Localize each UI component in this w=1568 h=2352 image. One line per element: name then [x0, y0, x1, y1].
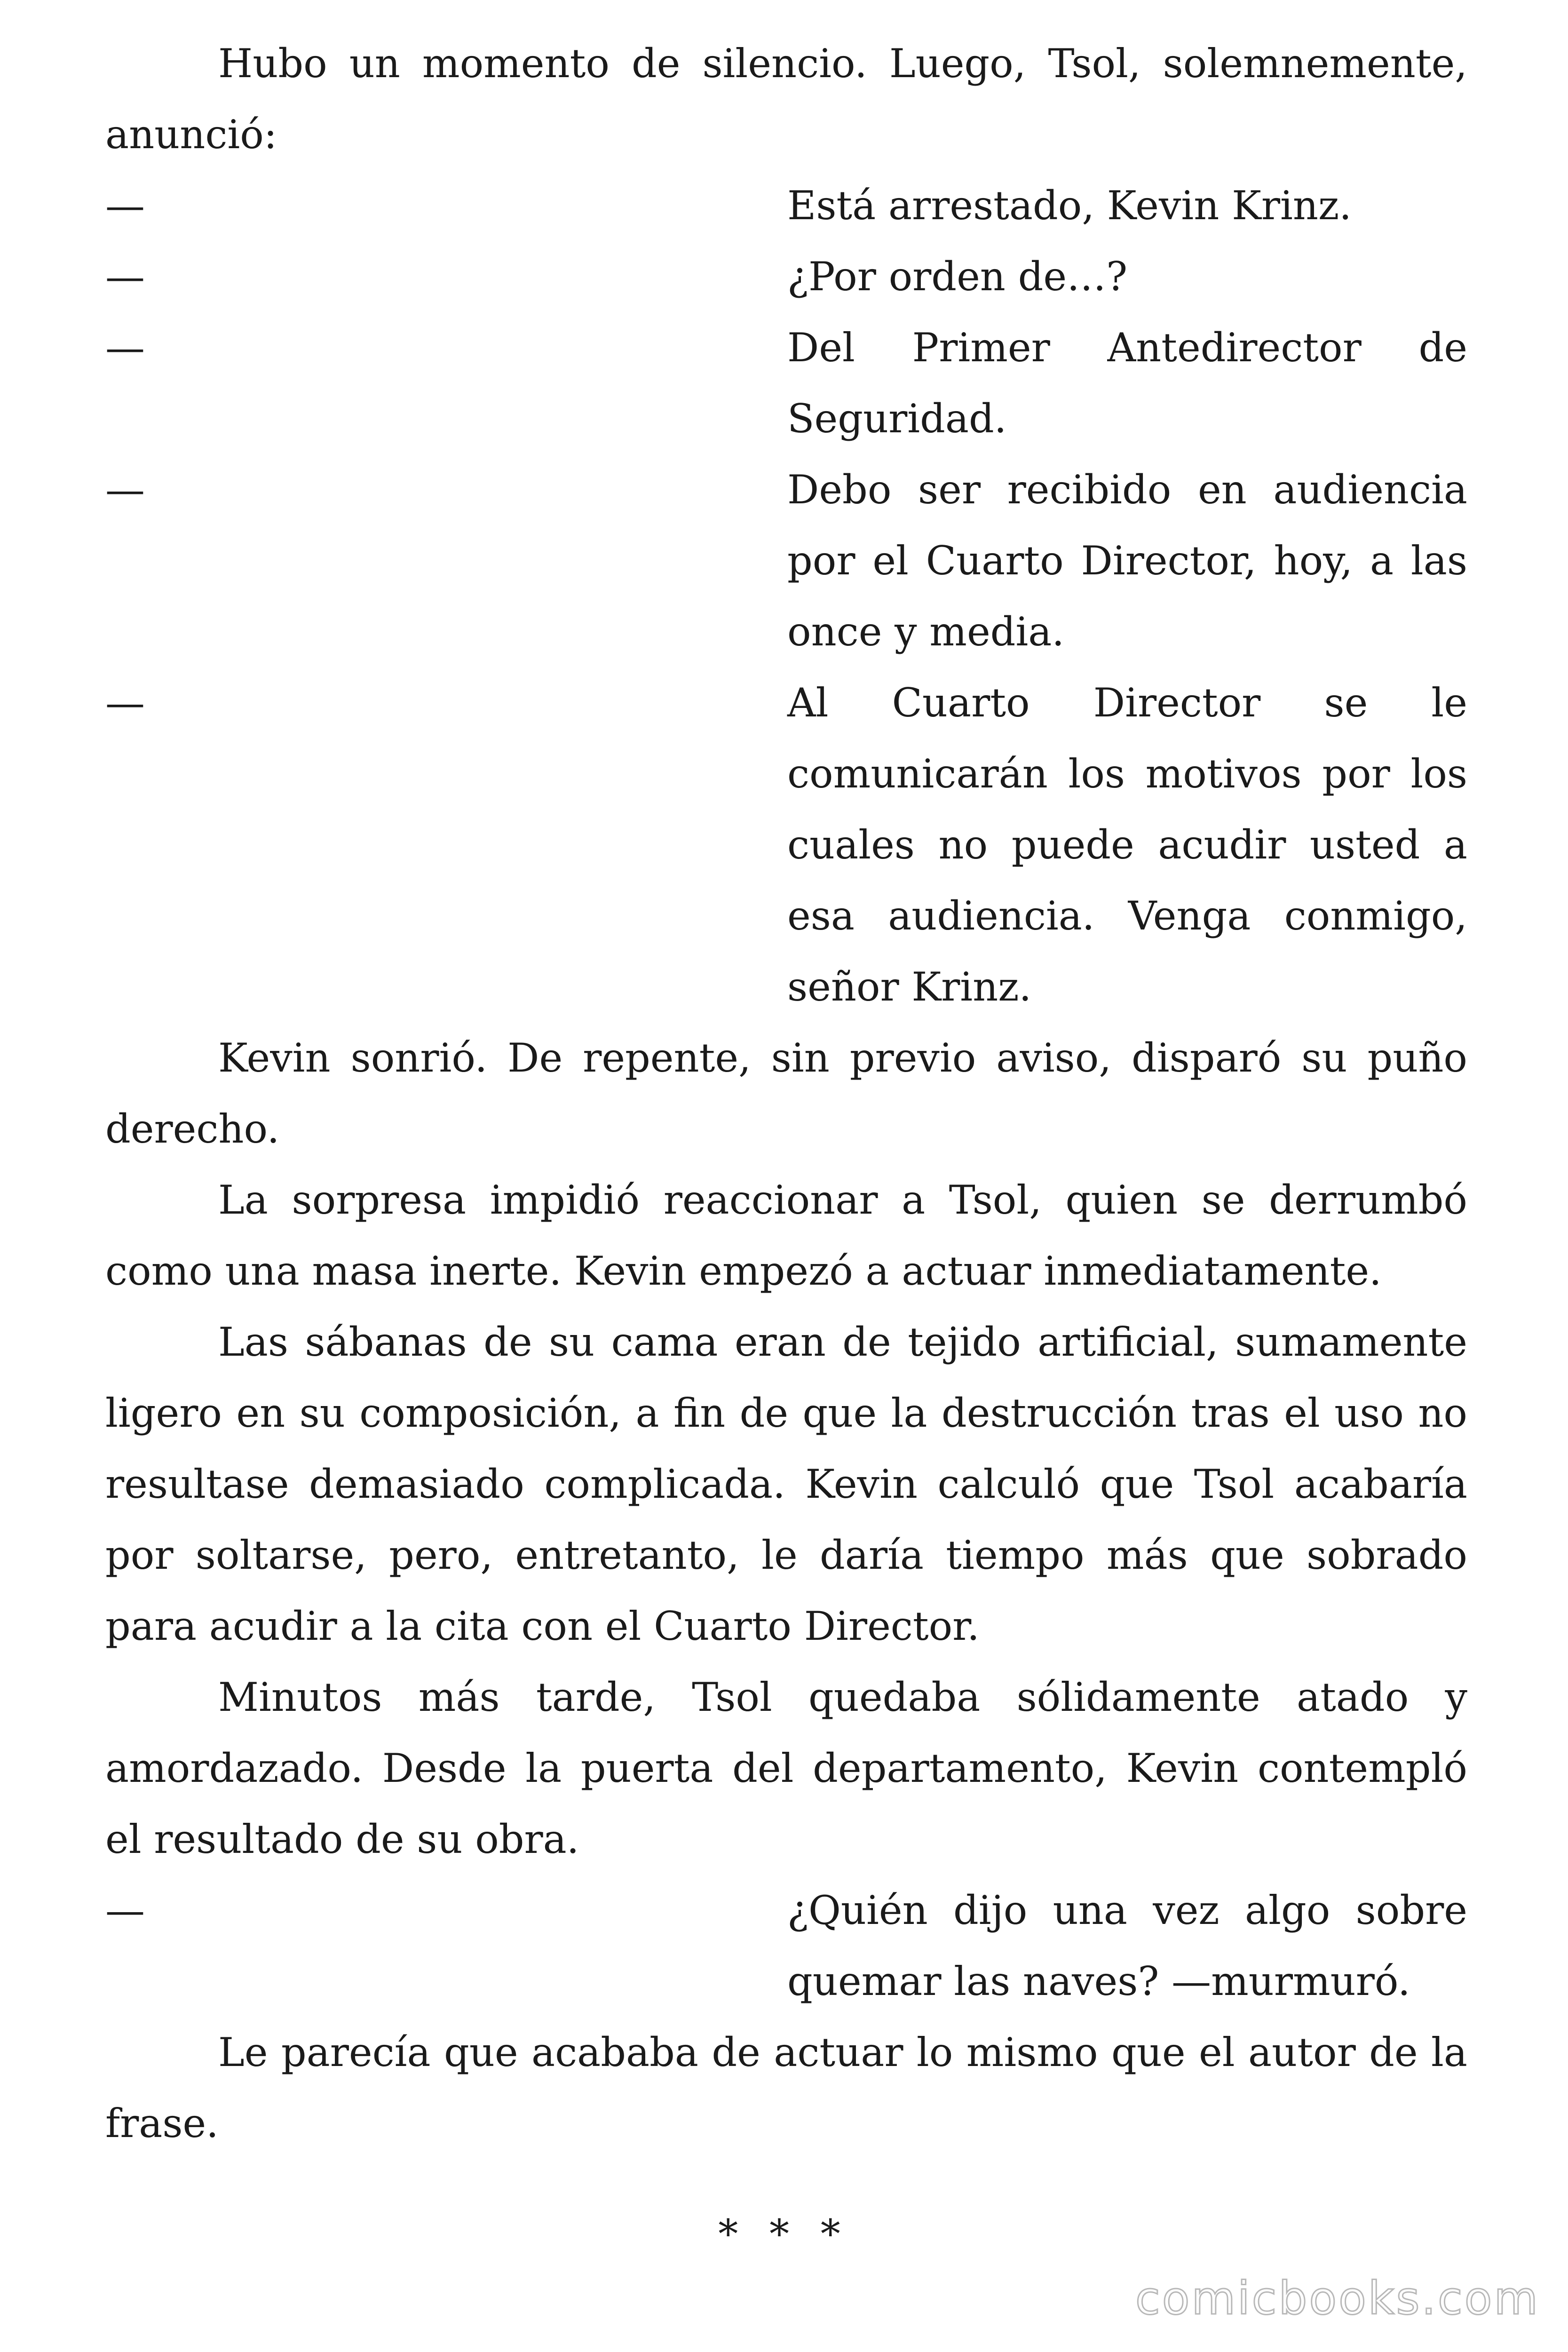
dialogue-dash: —: [105, 325, 145, 371]
dialogue-line: [105, 454, 1467, 667]
dialogue-text: ¿Quién dijo una vez algo sobre quemar las naves? —murmuró.: [787, 1887, 1467, 2004]
page-body: [105, 28, 1467, 2159]
dialogue-line: [105, 170, 1467, 241]
dialogue-text: Está arrestado, Kevin Krinz.: [787, 183, 1352, 229]
paragraph: Le parecía que acababa de actuar lo mismo que el autor de la frase.: [105, 2029, 1467, 2146]
dialogue-text: ¿Por orden de…?: [787, 254, 1128, 300]
dialogue-text: Al Cuarto Director se le comunicarán los motivos por los cuales no puede acudir usted a esa audiencia. Venga conmigo, señor Krinz.: [787, 680, 1467, 1010]
section-separator: * * *: [718, 2211, 850, 2257]
paragraph: Kevin sonrió. De repente, sin previo aviso, disparó su puño derecho.: [105, 1035, 1467, 1152]
watermark-logo: comicbooks.com: [1135, 2272, 1540, 2325]
dialogue-dash: —: [105, 467, 145, 513]
dialogue-dash: —: [105, 254, 145, 300]
dialogue-line: [105, 1875, 1467, 2017]
paragraph: Minutos más tarde, Tsol quedaba sólidamente atado y amordazado. Desde la puerta del departamento, Kevin contempló el resultado de su obra.: [105, 1674, 1467, 1862]
dialogue-dash: —: [105, 183, 145, 229]
paragraph: La sorpresa impidió reaccionar a Tsol, quien se derrumbó como una masa inerte. Kevin empezó a actuar inmediatamente.: [105, 1177, 1467, 1294]
dialogue-text: Debo ser recibido en audiencia por el Cuarto Director, hoy, a las once y media.: [787, 467, 1467, 655]
dialogue-line: [105, 312, 1467, 454]
paragraph: Las sábanas de su cama eran de tejido artificial, sumamente ligero en su composición, a fin de que la destrucción tras el uso no resultase demasiado complicada. Kevin calculó que Tsol acabaría por soltarse, pero, entretanto, le daría tiempo más que sobrado para acudir a la cita con el Cuarto Director.: [105, 1319, 1467, 1649]
dialogue-dash: —: [105, 680, 145, 726]
dialogue-dash: —: [105, 1887, 145, 1933]
paragraph: Hubo un momento de silencio. Luego, Tsol, solemnemente, anunció:: [105, 40, 1467, 158]
dialogue-text: Del Primer Antedirector de Seguridad.: [787, 325, 1467, 442]
dialogue-line: [105, 667, 1467, 1023]
dialogue-line: [105, 241, 1467, 312]
